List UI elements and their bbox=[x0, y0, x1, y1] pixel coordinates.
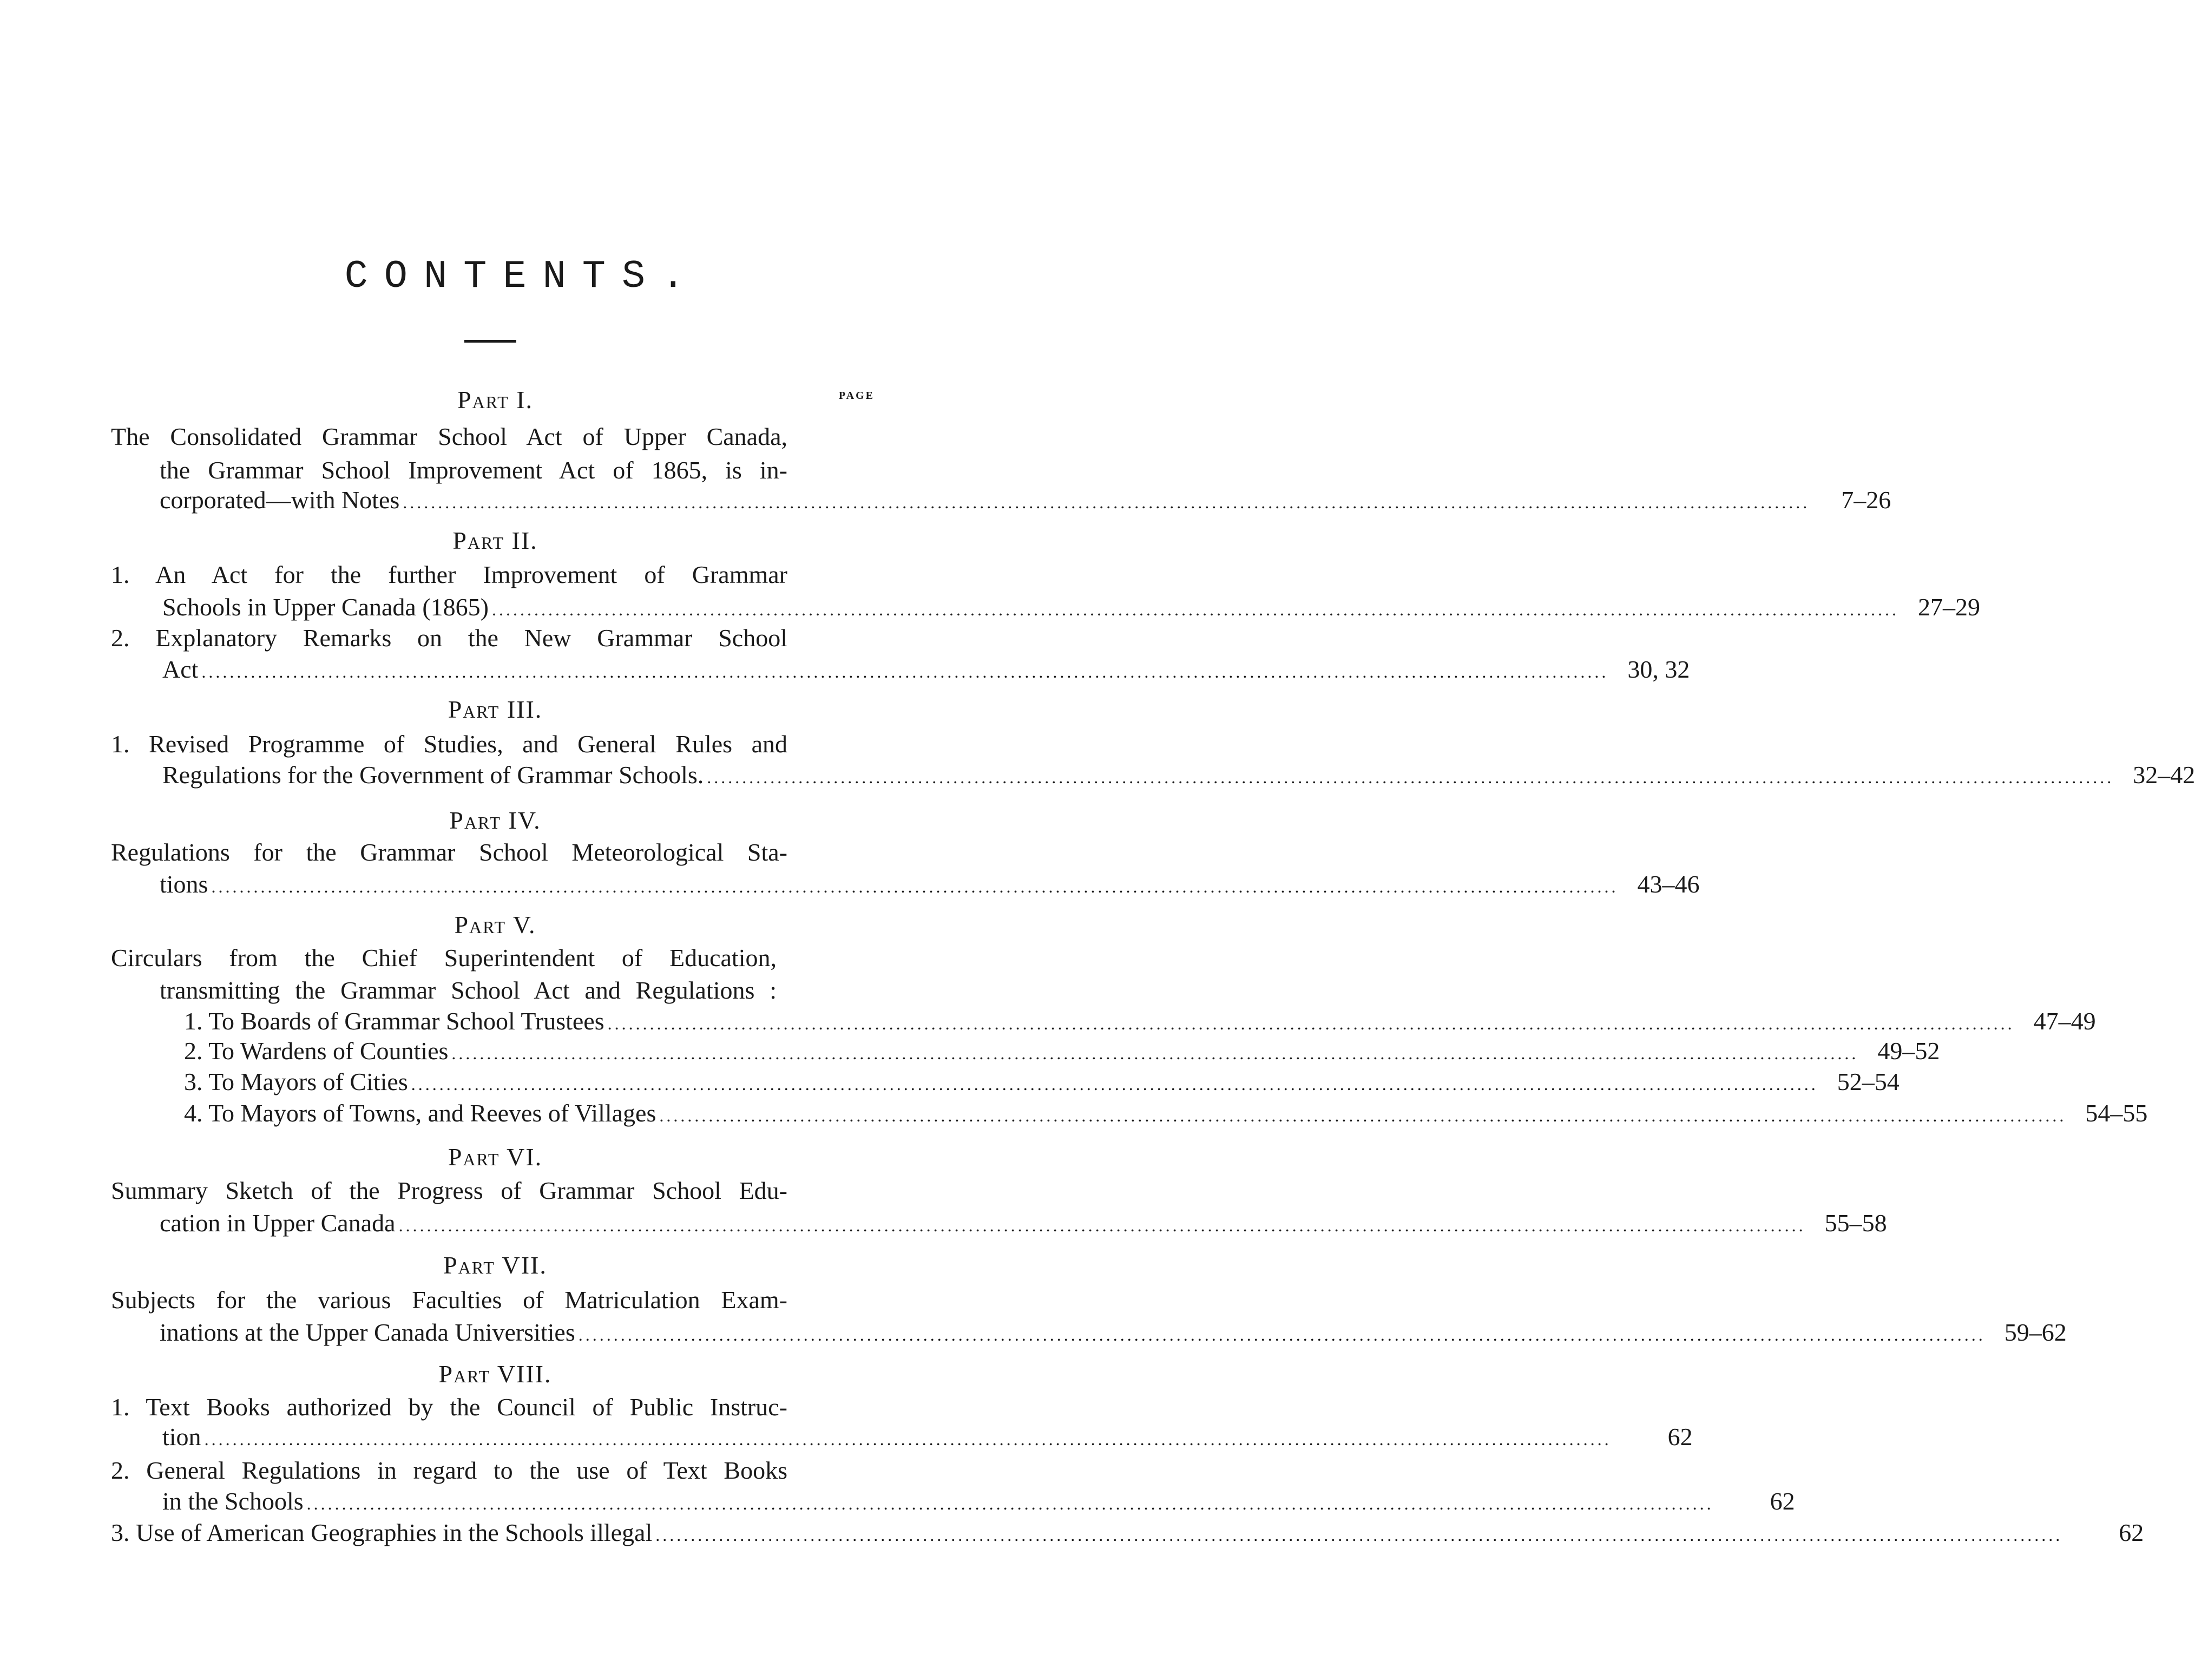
page-number: 49–52 bbox=[1877, 1037, 1940, 1065]
toc-entry bbox=[162, 1422, 1693, 1454]
dot-leader: ........................................................................................................................................................................................................ bbox=[403, 493, 1810, 512]
toc-entry bbox=[184, 1036, 1940, 1068]
part-heading bbox=[111, 806, 879, 835]
dot-leader: ........................................................................................................................................................................................................ bbox=[201, 662, 1609, 681]
page-number: 54–55 bbox=[2085, 1099, 2148, 1127]
toc-entry bbox=[162, 592, 1980, 625]
part-heading bbox=[111, 385, 879, 414]
entry-text: Schools in Upper Canada (1865) bbox=[162, 593, 489, 621]
dot-leader: ........................................................................................................................................................................................................ bbox=[578, 1325, 1986, 1344]
entry-line: 1. An Act for the further Improvement of Grammar bbox=[111, 561, 787, 588]
entry-line: Regulations for the Grammar School Meteorological Sta- bbox=[111, 838, 787, 866]
dot-leader: ........................................................................................................................................................................................................ bbox=[211, 877, 1619, 896]
part-heading bbox=[111, 910, 879, 939]
entry-text: inations at the Upper Canada Universities bbox=[160, 1318, 575, 1346]
part-heading bbox=[111, 1251, 879, 1279]
part-heading bbox=[111, 1360, 879, 1388]
entry-line: The Consolidated Grammar School Act of Upper Canada, bbox=[111, 423, 787, 450]
toc-entry bbox=[162, 1486, 1795, 1519]
entry-text: tions bbox=[160, 870, 208, 898]
page-number: 62 bbox=[1667, 1423, 1693, 1451]
toc-entry bbox=[160, 1208, 1887, 1241]
entry-line: Circulars from the Chief Superintendent of Education, bbox=[111, 944, 777, 972]
entry-text: Regulations for the Government of Grammar Schools. bbox=[162, 761, 704, 789]
entry-line: transmitting the Grammar School Act and Regulations : bbox=[160, 976, 777, 1004]
entry-text: tion bbox=[162, 1423, 201, 1451]
toc-entry bbox=[160, 485, 1891, 517]
toc-entry bbox=[160, 869, 1700, 902]
toc-entry bbox=[184, 1098, 2148, 1131]
page-number: 62 bbox=[2119, 1519, 2144, 1546]
entry-text: 3. Use of American Geographies in the Schools illegal bbox=[111, 1519, 653, 1546]
entry-text: 2. To Wardens of Counties bbox=[184, 1037, 449, 1065]
page-number: 59–62 bbox=[2004, 1318, 2067, 1346]
part-heading-text: Part IV. bbox=[449, 806, 541, 834]
entry-line: 1. Text Books authorized by the Council of Public Instruc- bbox=[111, 1393, 787, 1421]
part-heading bbox=[111, 1143, 879, 1171]
toc-entry bbox=[184, 1067, 1900, 1099]
entry-text: 3. To Mayors of Cities bbox=[184, 1068, 408, 1095]
dot-leader: ........................................................................................................................................................................................................ bbox=[204, 1429, 1612, 1449]
entry-line: the Grammar School Improvement Act of 1865, is in- bbox=[160, 456, 787, 484]
page-number: 7–26 bbox=[1841, 486, 1891, 514]
dot-leader: ........................................................................................................................................................................................................ bbox=[655, 1525, 2063, 1545]
dot-leader: ........................................................................................................................................................................................................ bbox=[398, 1216, 1806, 1235]
part-heading-text: Part VIII. bbox=[438, 1360, 552, 1388]
entry-text: 4. To Mayors of Towns, and Reeves of Villages bbox=[184, 1099, 656, 1127]
page-number: 55–58 bbox=[1824, 1209, 1887, 1237]
toc-entry bbox=[184, 1006, 2096, 1039]
entry-line: 2. Explanatory Remarks on the New Grammar School bbox=[111, 624, 787, 652]
page-title: CONTENTS. bbox=[344, 254, 701, 299]
dot-leader: ........................................................................................................................................................................................................ bbox=[306, 1494, 1714, 1513]
page-number: 43–46 bbox=[1637, 870, 1700, 898]
entry-text: cation in Upper Canada bbox=[160, 1209, 396, 1237]
page-number: 30, 32 bbox=[1627, 655, 1690, 683]
entry-text: 1. To Boards of Grammar School Trustees bbox=[184, 1007, 604, 1035]
page-number: 47–49 bbox=[2033, 1007, 2096, 1035]
page-column-header: PAGE bbox=[838, 390, 875, 402]
entry-line: 1. Revised Programme of Studies, and General Rules and bbox=[111, 730, 787, 758]
part-heading-text: Part VI. bbox=[448, 1143, 543, 1171]
entry-text: in the Schools bbox=[162, 1487, 304, 1515]
page-number: 52–54 bbox=[1837, 1068, 1900, 1095]
part-heading-text: Part III. bbox=[448, 695, 543, 723]
part-heading bbox=[111, 695, 879, 724]
entry-line: Summary Sketch of the Progress of Grammar School Edu- bbox=[111, 1177, 787, 1204]
page-number: 62 bbox=[1770, 1487, 1795, 1515]
dot-leader: ........................................................................................................................................................................................................ bbox=[707, 767, 2114, 787]
page-number: 27–29 bbox=[1918, 593, 1980, 621]
toc-entry bbox=[162, 760, 2195, 792]
part-heading-text: Part V. bbox=[454, 911, 536, 939]
toc-entry bbox=[111, 1518, 2144, 1550]
entry-text: corporated—with Notes bbox=[160, 486, 400, 514]
part-heading-text: Part I. bbox=[457, 386, 533, 414]
toc-entry bbox=[160, 1317, 2067, 1350]
entry-line: Subjects for the various Faculties of Matriculation Exam- bbox=[111, 1286, 787, 1314]
part-heading bbox=[111, 526, 879, 555]
part-heading-text: Part II. bbox=[452, 527, 538, 554]
entry-text: Act bbox=[162, 655, 199, 683]
page-number: 32–42 bbox=[2133, 761, 2195, 789]
toc-entry bbox=[162, 654, 1690, 687]
entry-line: 2. General Regulations in regard to the use of Text Books bbox=[111, 1456, 787, 1484]
dot-leader: ........................................................................................................................................................................................................ bbox=[451, 1044, 1859, 1063]
part-heading-text: Part VII. bbox=[443, 1251, 547, 1279]
dot-leader: ........................................................................................................................................................................................................ bbox=[659, 1106, 2067, 1125]
title-rule bbox=[464, 340, 516, 343]
dot-leader: ........................................................................................................................................................................................................ bbox=[607, 1014, 2015, 1033]
dot-leader: ........................................................................................................................................................................................................ bbox=[411, 1074, 1818, 1094]
dot-leader: ........................................................................................................................................................................................................ bbox=[492, 600, 1899, 619]
